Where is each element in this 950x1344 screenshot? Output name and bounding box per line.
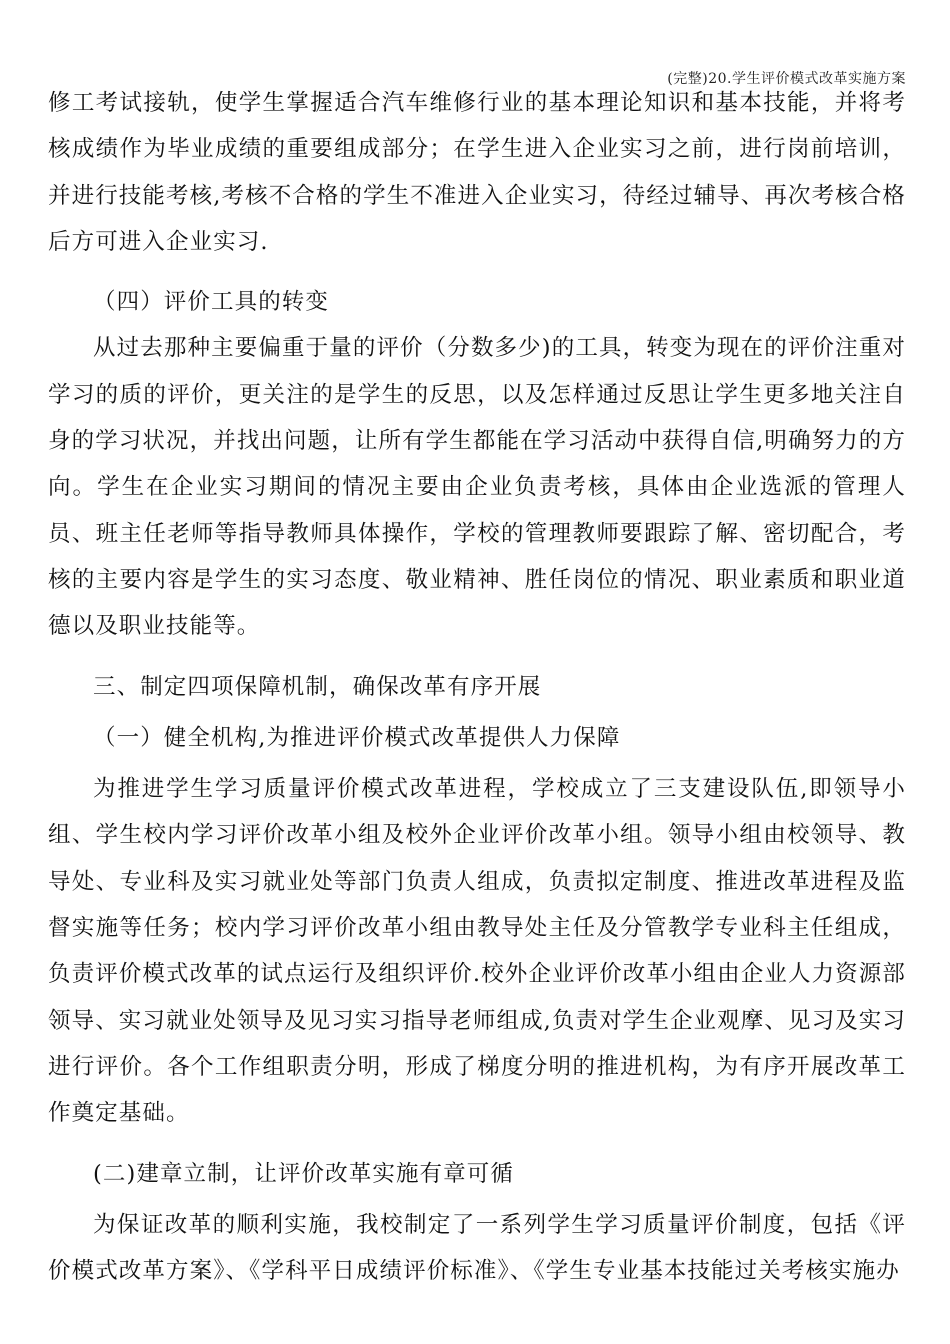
heading-institutions: （一）健全机构,为推进评价模式改革提供人力保障	[93, 724, 621, 751]
heading-evaluation-tools: （四）评价工具的转变	[93, 289, 330, 316]
paragraph-assessment-continuation: 修工考试接轨，使学生掌握适合汽车维修行业的基本理论知识和基本技能，并将考核成绩作为毕业成绩的重要组成部分；在学生进入企业实习之前，进行岗前培训，并进行技能考核,考核不合格的学生不准进入企业实习，待经过辅导、再次考核合格后方可进入企业实习.	[48, 90, 906, 255]
paragraph-institutions: 为推进学生学习质量评价模式改革进程，学校成立了三支建设队伍,即领导小组、学生校内学习评价改革小组及校外企业评价改革小组。领导小组由校领导、教导处、专业科及实习就业处等部门负责人组成，负责拟定制度、推进改革进程及监督实施等任务；校内学习评价改革小组由教导处主任及分管教学专业科主任组成，负责评价模式改革的试点运行及组织评价.校外企业评价改革小组由企业人力资源部领导、实习就业处领导及见习实习指导老师组成,负责对学生企业观摩、见习及实习进行评价。各个工作组职责分明，形成了梯度分明的推进机构，为有序开展改革工作奠定基础。	[48, 776, 906, 1127]
paragraph-evaluation-tools: 从过去那种主要偏重于量的评价（分数多少)的工具，转变为现在的评价注重对学习的质的评价，更关注的是学生的反思，以及怎样通过反思让学生更多地关注自身的学习状况，并找出问题，让所有学生都能在学习活动中获得自信,明确努力的方向。学生在企业实习期间的情况主要由企业负责考核，具体由企业选派的管理人员、班主任老师等指导教师具体操作，学校的管理教师要跟踪了解、密切配合，考核的主要内容是学生的实习态度、敬业精神、胜任岗位的情况、职业素质和职业道德以及职业技能等。	[48, 335, 906, 640]
running-header: (完整)20.学生评价模式改革实施方案	[667, 71, 906, 87]
heading-section-three: 三、制定四项保障机制，确保改革有序开展	[93, 673, 542, 700]
heading-regulations: (二)建章立制，让评价改革实施有章可循	[93, 1160, 514, 1187]
paragraph-regulations: 为保证改革的顺利实施，我校制定了一系列学生学习质量评价制度，包括《评价模式改革方案》、《学科平日成绩评价标准》、《学生专业基本技能过关考核实施办	[48, 1211, 906, 1285]
document-body	[48, 80, 906, 1294]
